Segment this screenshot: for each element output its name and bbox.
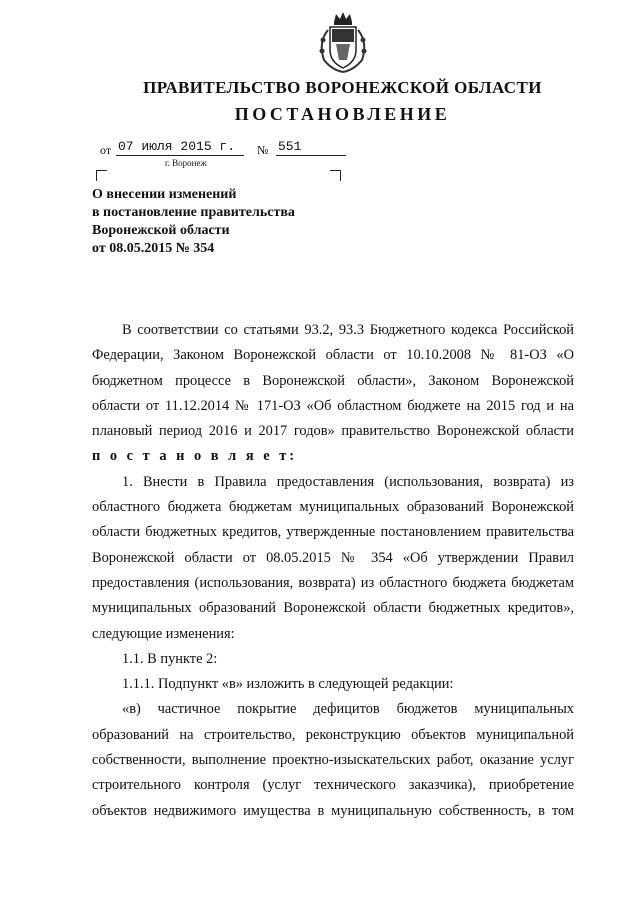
subject-line: в постановление правительства: [92, 205, 295, 220]
item1-line: муниципальных образований Воронежской области бюджетных кредитов»,: [92, 600, 574, 617]
preamble-line: области от 11.12.2014 № 171-ОЗ «Об областном бюджете на 2015 год и на: [92, 397, 574, 414]
item1-line: областного бюджета бюджетам муниципальных образований Воронежской: [92, 499, 574, 516]
subject-line: от 08.05.2015 № 354: [92, 241, 215, 256]
subject-line: О внесении изменений: [92, 187, 237, 202]
item1-line: 1. Внести в Правила предоставления (использования, возврата) из: [122, 473, 574, 490]
quote-line: объектов недвижимого имущества в муниципальную собственность, в том: [92, 802, 574, 819]
corner-mark-right: [330, 170, 341, 181]
document-type-title: ПОСТАНОВЛЕНИЕ: [234, 104, 451, 124]
item1-line: следующие изменения:: [92, 625, 235, 642]
item1-line: предоставления (использования, возврата) из областного бюджета бюджетам: [92, 574, 574, 591]
decree-word: п о с т а н о в л я е т:: [92, 448, 298, 465]
government-title: ПРАВИТЕЛЬСТВО ВОРОНЕЖСКОЙ ОБЛАСТИ: [143, 78, 542, 97]
date-label: от: [100, 143, 112, 157]
quote-line: строительного контроля (услуг технического заказчика), приобретение: [92, 777, 574, 794]
corner-mark-left: [96, 170, 107, 181]
city-label: г. Воронеж: [165, 158, 207, 168]
number-value: 551: [276, 139, 346, 156]
subject-block: [92, 186, 295, 258]
subject-line: Воронежской области: [92, 223, 230, 238]
quote-line: собственности, выполнение проектно-изыскательских работ, оказание услуг: [92, 752, 574, 769]
item-1-1: 1.1. В пункте 2:: [122, 650, 218, 667]
number-label: №: [257, 143, 269, 157]
preamble-line: бюджетном процессе в Воронежской области», Законом Воронежской: [92, 372, 574, 389]
preamble-line: плановый период 2016 и 2017 годов» правительство Воронежской области: [92, 423, 574, 440]
item1-line: области бюджетных кредитов, утвержденные постановлением правительства: [92, 524, 574, 541]
item-1-1-1: 1.1.1. Подпункт «в» изложить в следующей редакции:: [122, 676, 454, 693]
document-body: [92, 318, 574, 824]
item1-line: Воронежской области от 08.05.2015 № 354 «Об утверждении Правил: [92, 549, 574, 566]
preamble-line: В соответствии со статьями 93.2, 93.3 Бюджетного кодекса Российской: [122, 322, 574, 338]
date-value: 07 июля 2015 г.: [116, 139, 244, 156]
coat-of-arms-icon: [314, 10, 372, 74]
preamble-line: Федерации, Законом Воронежской области от 10.10.2008 № 81-ОЗ «О: [92, 347, 574, 364]
quote-line: «в) частичное покрытие дефицитов бюджетов муниципальных: [122, 701, 574, 718]
quote-line: образований на строительство, реконструкцию объектов муниципальной: [92, 726, 574, 743]
